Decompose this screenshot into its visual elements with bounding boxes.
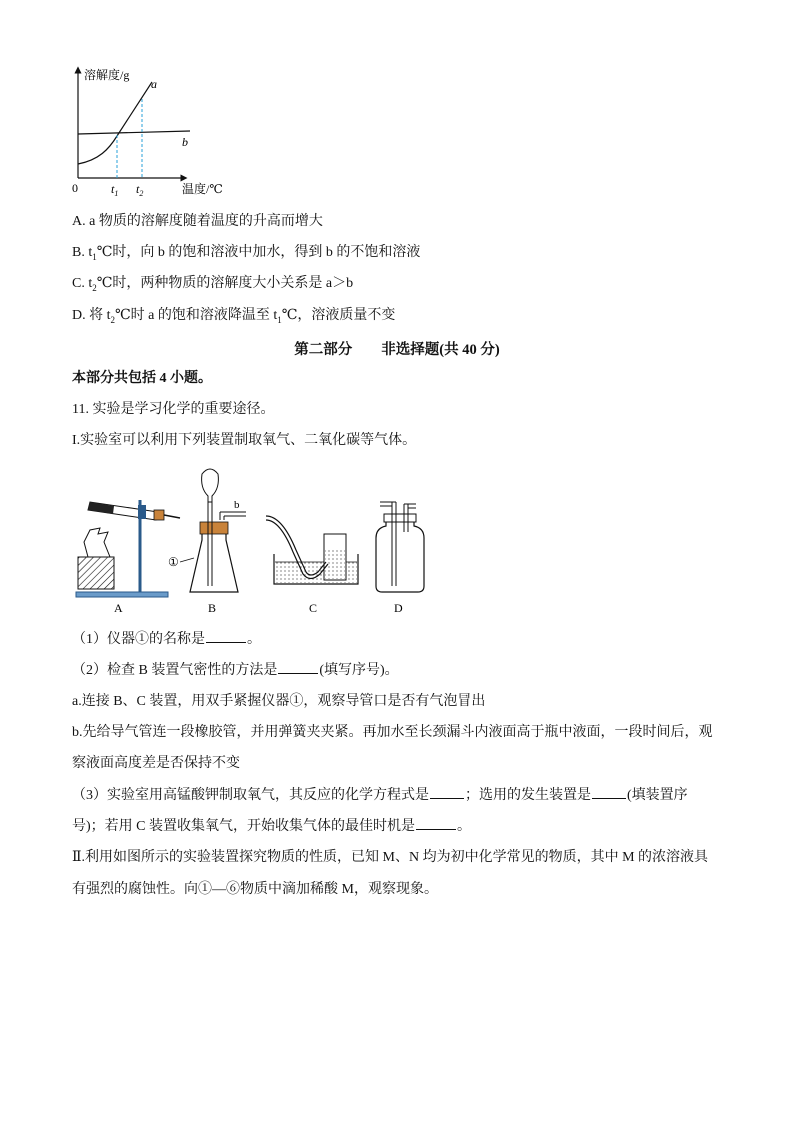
option-b-airtight-line1: b.先给导气管连一段橡胶管，并用弹簧夹夹紧。再加水至长颈漏斗内液面高于瓶中液面，一段时间后，观: [72, 725, 713, 740]
label-b: B: [208, 601, 217, 615]
question-11-part1: I.实验室可以利用下列装置制取氧气、二氧化碳等气体。: [72, 433, 417, 448]
curve-b: [78, 131, 190, 134]
label-a: A: [114, 601, 123, 615]
x-axis-label: 温度/℃: [182, 182, 223, 196]
part2-line2: 有强烈的腐蚀性。向①—⑥物质中滴加稀酸 M，观察现象。: [72, 882, 438, 897]
curve-a: [78, 82, 152, 164]
apparatus-b: [168, 469, 246, 592]
option-d: D. 将 $t_2℃$时 a 的饱和溶液降温至 $t_1℃$，溶液质量不变: [72, 308, 396, 325]
option-a-airtight: a.连接 B、C 装置，用双手紧握仪器①，观察导管口是否有气泡冒出: [72, 694, 486, 709]
t1-label: $t_1$: [111, 182, 119, 198]
solubility-graph: [64, 64, 244, 200]
sub-question-3-line1: （3）实验室用高锰酸钾制取氧气，其反应的化学方程式是 ；选用的发生装置是 (填装置序: [72, 788, 688, 803]
apparatus-a: [76, 500, 180, 597]
sub-question-3-line2: 号)；若用 C 装置收集氧气，开始收集气体的最佳时机是 。: [72, 819, 471, 834]
part2-line1: Ⅱ.利用如图所示的实验装置探究物质的性质，已知 M、N 均为初中化学常见的物质，其中 M 的浓溶液具: [72, 850, 709, 865]
curve-b-label: b: [182, 135, 188, 149]
sub-question-1: （1）仪器①的名称是 。: [72, 632, 261, 647]
svg-text:①: ①: [168, 555, 179, 569]
svg-text:b: b: [234, 499, 240, 511]
apparatus-d: [376, 502, 424, 592]
origin-label: 0: [72, 181, 78, 195]
label-d: D: [394, 601, 403, 615]
section-title: 第二部分 非选择题(共 40 分): [294, 342, 500, 358]
apparatus-figure: [68, 462, 448, 620]
option-b: B. $t_1℃$时，向 b 的饱和溶液中加水，得到 b 的不饱和溶液: [72, 245, 421, 262]
section-intro: 本部分共包括 4 小题。: [72, 371, 212, 386]
option-c: C. $t_2℃$时，两种物质的溶解度大小关系是 a＞b: [72, 276, 354, 293]
option-b-airtight-line2: 察液面高度差是否保持不变: [72, 756, 240, 771]
apparatus-c: [266, 516, 358, 584]
label-c: C: [309, 601, 318, 615]
y-axis-label: 溶解度/g: [84, 68, 130, 82]
curve-a-label: a: [151, 77, 157, 91]
t2-label: $t_2$: [136, 182, 144, 198]
sub-question-2: （2）检查 B 装置气密性的方法是 (填写序号)。: [72, 663, 399, 678]
question-11-stem: 11. 实验是学习化学的重要途径。: [72, 402, 275, 417]
option-a: A. a 物质的溶解度随着温度的升高而增大: [72, 214, 323, 229]
